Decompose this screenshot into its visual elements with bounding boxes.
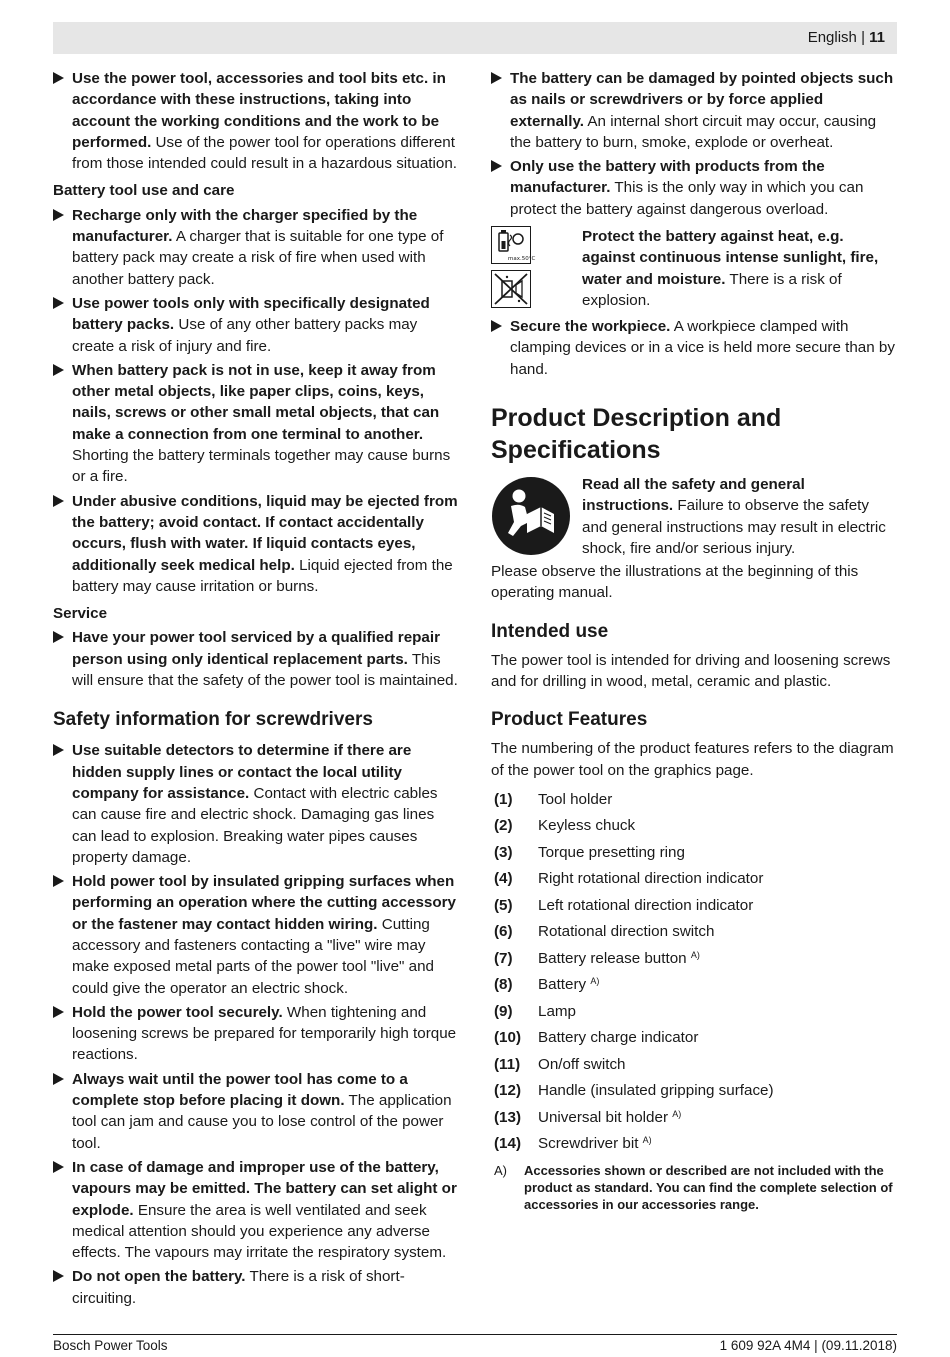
feature-item bbox=[491, 868, 897, 889]
feature-item bbox=[491, 1001, 897, 1022]
safety-item-text: Use of the power tool for operations different from those intended could result in a hazardous situation. bbox=[72, 133, 457, 173]
safety-item-text: A charger that is suitable for one type of battery pack may create a risk of fire when used with another battery pack. bbox=[72, 228, 444, 288]
right-column bbox=[491, 68, 897, 1213]
footer-doc-code: 1 609 92A 4M4 | (09.11.2018) bbox=[719, 1338, 897, 1353]
safety-item-bold: Use suitable detectors to determine if there are hidden supply lines or contact the local utility company for assistance. bbox=[72, 742, 412, 802]
footnote bbox=[491, 1162, 897, 1213]
safety-item bbox=[491, 316, 897, 380]
safety-item-bold: Under abusive conditions, liquid may be ejected from the battery; avoid contact. If contact accidentally occurs, flush with water. If liquid contacts eyes, additionally seek medical help. bbox=[72, 492, 458, 574]
bullet-triangle-icon bbox=[53, 72, 64, 84]
feature-number: (2) bbox=[494, 817, 513, 835]
feature-label bbox=[538, 1001, 576, 1022]
feature-item bbox=[491, 1027, 897, 1048]
feature-number: (12) bbox=[494, 1082, 522, 1100]
read-instructions-warning bbox=[491, 474, 897, 559]
feature-label bbox=[538, 921, 714, 942]
page-header bbox=[53, 22, 897, 54]
safety-item bbox=[53, 627, 461, 691]
feature-item bbox=[491, 789, 897, 810]
page-number: 11 bbox=[869, 29, 885, 46]
bullet-triangle-icon bbox=[53, 209, 64, 221]
bullet-triangle-icon bbox=[53, 1270, 64, 1282]
safety-item-text: This is the only way in which you can protect the battery against dangerous overload. bbox=[510, 179, 864, 218]
safety-item bbox=[53, 360, 461, 488]
feature-label-text: Left rotational direction indicator bbox=[538, 896, 754, 914]
bullet-triangle-icon bbox=[491, 160, 502, 172]
feature-number: (10) bbox=[494, 1029, 522, 1047]
safety-item-text: Use of any other battery packs may create a risk of injury and fire. bbox=[72, 316, 418, 355]
feature-number: (3) bbox=[494, 843, 513, 861]
feature-number: (1) bbox=[494, 790, 513, 808]
feature-footnote-marker: A) bbox=[690, 949, 700, 960]
heat-warning-bold: Protect the battery against heat, e.g. against continuous intense sunlight, fire, water and moisture. bbox=[582, 228, 879, 288]
product-features-heading: Product Features bbox=[491, 709, 648, 731]
header-text bbox=[808, 29, 885, 46]
read-manual-icon bbox=[491, 476, 571, 562]
feature-label bbox=[538, 789, 612, 810]
temperature-icon-label: max.50°C bbox=[508, 256, 536, 263]
safety-item-text: When tightening and loosening screws be prepared for temporarily high torque reactions. bbox=[72, 1003, 457, 1064]
features-list bbox=[491, 789, 897, 1155]
heat-warning bbox=[491, 226, 897, 312]
safety-item bbox=[491, 68, 897, 153]
safety-item-text: Ensure the area is well ventilated and seek medical attention should you experience any adverse effects. The vapours may irritate the respiratory system. bbox=[72, 1201, 447, 1262]
feature-label-text: Lamp bbox=[538, 1002, 576, 1020]
feature-footnote-marker: A) bbox=[590, 976, 600, 987]
temperature-warning-icon bbox=[491, 226, 536, 264]
feature-item bbox=[491, 1054, 897, 1075]
feature-footnote-marker: A) bbox=[642, 1135, 652, 1146]
bullet-triangle-icon bbox=[53, 744, 64, 756]
bullet-triangle-icon bbox=[53, 297, 64, 309]
safety-item-text: A workpiece clamped with clamping devices or in a vice is held more secure than by hand. bbox=[510, 318, 895, 378]
safety-item-text: Cutting accessory and fasteners contacting a "live" wire may make exposed metal parts of the power tool "live" and could give the operator an electric shock. bbox=[72, 915, 434, 997]
feature-item bbox=[491, 842, 897, 863]
safety-item bbox=[53, 871, 461, 999]
safety-item-bold: Use power tools only with specifically designated battery packs. bbox=[72, 294, 430, 334]
feature-label-text: On/off switch bbox=[538, 1055, 626, 1073]
no-water-icon bbox=[491, 270, 531, 308]
feature-label-text: Battery bbox=[538, 976, 587, 994]
feature-label-text: Universal bit holder bbox=[538, 1108, 668, 1126]
feature-item bbox=[491, 1107, 897, 1128]
bullet-triangle-icon bbox=[53, 1073, 64, 1085]
safety-item-bold: The battery can be damaged by pointed objects such as nails or screwdrivers or by force applied externally. bbox=[510, 70, 894, 130]
feature-item bbox=[491, 1133, 897, 1154]
feature-label-text: Battery release button bbox=[538, 949, 687, 967]
feature-number: (9) bbox=[494, 1002, 513, 1020]
safety-item bbox=[53, 1266, 461, 1309]
heat-warning-icons bbox=[491, 226, 535, 314]
safety-item-text: Contact with electric cables can cause fire and electric shock. Damaging gas lines can lead to explosion. Breaking water pipes causes property damage. bbox=[72, 784, 438, 866]
observe-illustrations-text: Please observe the illustrations at the beginning of this operating manual. bbox=[491, 563, 859, 602]
feature-label bbox=[538, 815, 635, 836]
safety-item-bold: Hold power tool by insulated gripping surfaces when performing an operation where the cutting accessory or the fastener may contact hidden wiring. bbox=[72, 873, 456, 933]
feature-label bbox=[538, 948, 700, 969]
safety-item-bold: Do not open the battery. bbox=[72, 1268, 246, 1286]
heat-warning-text bbox=[582, 226, 897, 311]
bullet-triangle-icon bbox=[491, 320, 502, 332]
safety-item bbox=[53, 491, 461, 597]
feature-label bbox=[538, 974, 599, 995]
feature-item bbox=[491, 974, 897, 995]
feature-label bbox=[538, 842, 685, 863]
feature-number: (5) bbox=[494, 896, 513, 914]
feature-label bbox=[538, 1133, 652, 1154]
safety-item-text: The application tool can jam and cause you to lose control of the power tool. bbox=[72, 1092, 452, 1152]
feature-label-text: Right rotational direction indicator bbox=[538, 870, 764, 888]
safety-item-bold: Secure the workpiece. bbox=[510, 318, 671, 336]
left-column bbox=[53, 68, 461, 1312]
safety-item-text: Shorting the battery terminals together may cause burns or a fire. bbox=[72, 447, 451, 486]
feature-label-text: Battery charge indicator bbox=[538, 1029, 699, 1047]
safety-item bbox=[53, 1002, 461, 1066]
safety-item-text: This will ensure that the safety of the power tool is maintained. bbox=[72, 650, 458, 690]
feature-label bbox=[538, 1027, 698, 1048]
feature-label-text: Tool holder bbox=[538, 790, 613, 808]
feature-item bbox=[491, 1080, 897, 1101]
safety-item bbox=[53, 1069, 461, 1154]
safety-item-bold: In case of damage and improper use of the battery, vapours may be emitted. The battery can set alight or explode. bbox=[72, 1158, 457, 1219]
bullet-triangle-icon bbox=[53, 875, 64, 887]
feature-item bbox=[491, 815, 897, 836]
header-separator: | bbox=[861, 29, 865, 46]
safety-item bbox=[53, 1157, 461, 1263]
feature-number: (14) bbox=[494, 1135, 522, 1153]
safety-item-text: An internal short circuit may occur, causing the battery to burn, smoke, explode or overheat. bbox=[510, 112, 877, 151]
product-description-title: Product Description and Specifications bbox=[491, 403, 782, 464]
safety-item-bold: Hold the power tool securely. bbox=[72, 1003, 283, 1021]
feature-label-text: Torque presetting ring bbox=[538, 843, 685, 861]
header-language: English bbox=[807, 29, 857, 46]
read-warning-rest: Failure to observe the safety and general instructions may result in electric shock, fire and/or serious injury. bbox=[582, 497, 886, 557]
feature-item bbox=[491, 895, 897, 916]
footnote-text: Accessories shown or described are not included with the product as standard. You can find the complete selection of accessories in our accessories range. bbox=[524, 1162, 893, 1212]
intended-use-text: The power tool is intended for driving and loosening screws and for drilling in wood, metal, ceramic and plastic. bbox=[491, 651, 891, 691]
safety-item bbox=[53, 68, 461, 174]
safety-item-bold: Only use the battery with products from the manufacturer. bbox=[510, 158, 825, 197]
screwdriver-safety-heading: Safety information for screwdrivers bbox=[53, 709, 373, 731]
safety-item-text: Liquid ejected from the battery may cause irritation or burns. bbox=[72, 556, 453, 595]
safety-item bbox=[53, 740, 461, 868]
safety-item bbox=[53, 293, 461, 357]
feature-item bbox=[491, 948, 897, 969]
feature-number: (13) bbox=[494, 1108, 522, 1126]
product-features-intro: The numbering of the product features refers to the diagram of the power tool on the graphics page. bbox=[491, 740, 894, 779]
feature-label bbox=[538, 895, 753, 916]
feature-label-text: Rotational direction switch bbox=[538, 923, 715, 941]
feature-number: (11) bbox=[494, 1055, 521, 1073]
feature-number: (6) bbox=[494, 923, 513, 941]
footer-divider bbox=[53, 1334, 897, 1335]
service-heading: Service bbox=[53, 605, 108, 623]
safety-item-bold: Always wait until the power tool has come to a complete stop before placing it down. bbox=[72, 1070, 408, 1110]
feature-label-text: Screwdriver bit bbox=[538, 1135, 639, 1153]
safety-item-bold: Recharge only with the charger specified by the manufacturer. bbox=[72, 206, 418, 246]
safety-item-text: There is a risk of short-circuiting. bbox=[72, 1268, 405, 1307]
feature-number: (4) bbox=[494, 870, 513, 888]
feature-label-text: Handle (insulated gripping surface) bbox=[538, 1082, 774, 1100]
feature-number: (8) bbox=[494, 976, 513, 994]
safety-item bbox=[53, 205, 461, 290]
safety-item bbox=[491, 156, 897, 220]
feature-label bbox=[538, 1107, 681, 1128]
bullet-triangle-icon bbox=[491, 72, 502, 84]
footnote-label: A) bbox=[494, 1162, 507, 1178]
footer-publisher: Bosch Power Tools bbox=[53, 1338, 168, 1353]
feature-number: (7) bbox=[494, 949, 513, 967]
feature-label bbox=[538, 1080, 774, 1101]
read-warning-text bbox=[582, 474, 897, 559]
heat-warning-rest: There is a risk of explosion. bbox=[582, 270, 842, 309]
feature-item bbox=[491, 921, 897, 942]
safety-item-bold: Use the power tool, accessories and tool bits etc. in accordance with these instructions, taking into account the working conditions and the work to be performed. bbox=[72, 70, 446, 151]
bullet-triangle-icon bbox=[53, 1161, 64, 1173]
bullet-triangle-icon bbox=[53, 631, 64, 643]
feature-footnote-marker: A) bbox=[672, 1108, 682, 1119]
safety-item-bold: When battery pack is not in use, keep it away from other metal objects, like paper clips, coins, keys, nails, screws or other small metal objects, that can make a connection from one terminal to another. bbox=[72, 361, 440, 443]
battery-heading: Battery tool use and care bbox=[53, 182, 235, 200]
safety-item-bold: Have your power tool serviced by a qualified repair person using only identical replacement parts. bbox=[72, 629, 440, 668]
bullet-triangle-icon bbox=[53, 495, 64, 507]
intended-use-heading: Intended use bbox=[491, 620, 609, 642]
bullet-triangle-icon bbox=[53, 1006, 64, 1018]
feature-label-text: Keyless chuck bbox=[538, 817, 636, 835]
feature-label bbox=[538, 1054, 626, 1075]
feature-label bbox=[538, 868, 763, 889]
read-warning-bold: Read all the safety and general instructions. bbox=[582, 475, 805, 515]
bullet-triangle-icon bbox=[53, 364, 64, 376]
